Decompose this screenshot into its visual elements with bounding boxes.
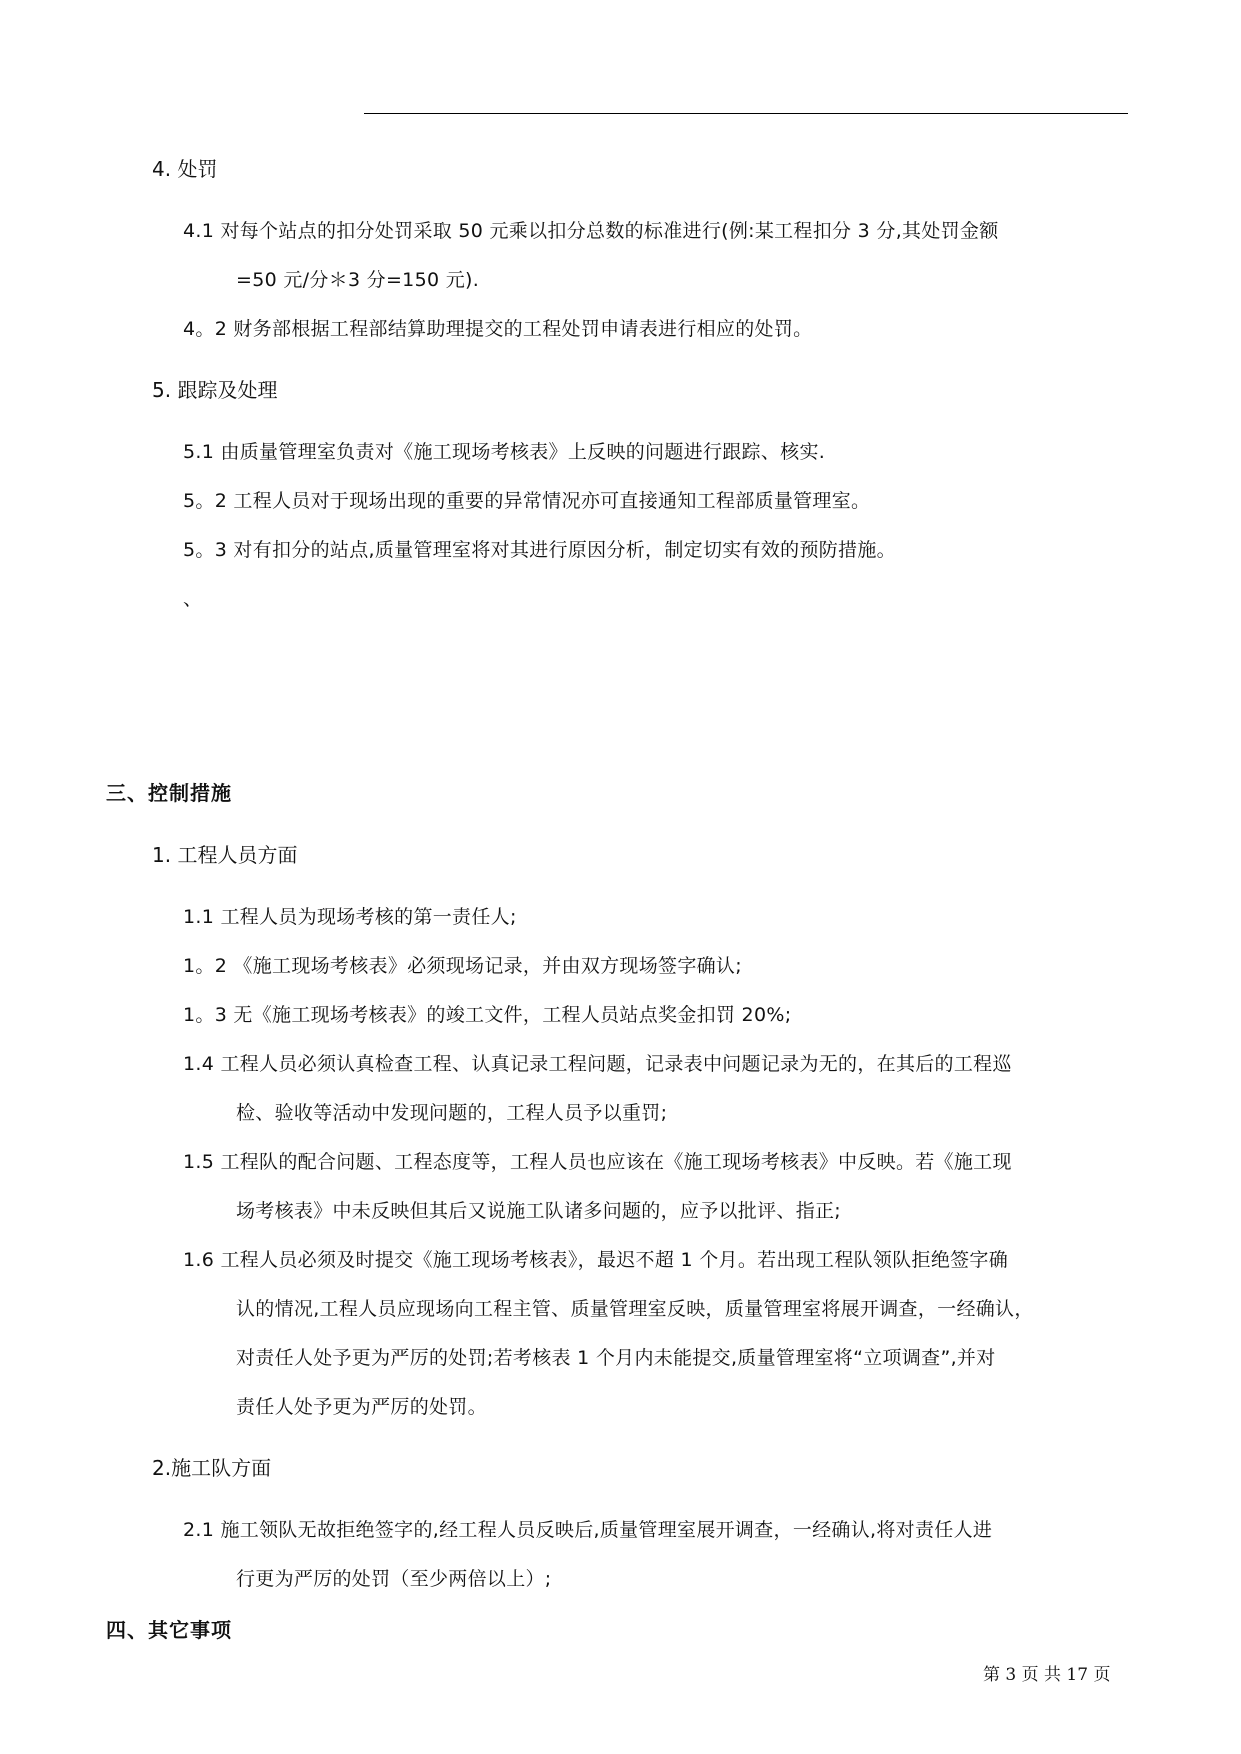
section-c1-heading: 1. 工程人员方面 xyxy=(152,843,298,867)
paragraph-c1-6: 1.6 工程人员必须及时提交《施工现场考核表》，最迟不超 1 个月。若出现工程队领队拒绝签字确 xyxy=(183,1249,1009,1271)
section-4-heading: 4. 处罚 xyxy=(152,157,218,181)
section-c2-heading: 2.施工队方面 xyxy=(152,1456,272,1480)
paragraph-4-1: 4.1 对每个站点的扣分处罚采取 50 元乘以扣分总数的标准进行(例:某工程扣分 3 分,其处罚金额 xyxy=(183,220,999,242)
paragraph-c1-6-cont-3: 责任人处予更为严厉的处罚。 xyxy=(236,1396,487,1418)
paragraph-c1-6-cont-2: 对责任人处予更为严厉的处罚;若考核表 1 个月内未能提交,质量管理室将“立项调查”,并对 xyxy=(236,1347,996,1369)
paragraph-c1-5: 1.5 工程队的配合问题、工程态度等，工程人员也应该在《施工现场考核表》中反映。若《施工现 xyxy=(183,1151,1012,1173)
page-number: 第 3 页 共 17 页 xyxy=(983,1665,1111,1685)
heading-four: 四、其它事项 xyxy=(106,1618,232,1642)
paragraph-5-1: 5.1 由质量管理室负责对《施工现场考核表》上反映的问题进行跟踪、核实. xyxy=(183,441,826,463)
stray-mark: 、 xyxy=(183,588,203,610)
paragraph-c1-2: 1。2 《施工现场考核表》必须现场记录，并由双方现场签字确认; xyxy=(183,955,742,977)
paragraph-c1-6-cont-1: 认的情况,工程人员应现场向工程主管、质量管理室反映，质量管理室将展开调查，一经确认， xyxy=(236,1298,1034,1320)
paragraph-5-2: 5。2 工程人员对于现场出现的重要的异常情况亦可直接通知工程部质量管理室。 xyxy=(183,490,871,512)
paragraph-c1-4: 1.4 工程人员必须认真检查工程、认真记录工程问题，记录表中问题记录为无的，在其后的工程巡 xyxy=(183,1053,1012,1075)
paragraph-c1-5-cont: 场考核表》中未反映但其后又说施工队诸多问题的，应予以批评、指正; xyxy=(236,1200,842,1222)
paragraph-c1-1: 1.1 工程人员为现场考核的第一责任人; xyxy=(183,906,517,928)
heading-three: 三、控制措施 xyxy=(106,781,232,805)
paragraph-4-1-cont: =50 元/分＊3 分=150 元). xyxy=(236,269,480,291)
paragraph-c1-3: 1。3 无《施工现场考核表》的竣工文件，工程人员站点奖金扣罚 20%; xyxy=(183,1004,792,1026)
paragraph-5-3: 5。3 对有扣分的站点,质量管理室将对其进行原因分析，制定切实有效的预防措施。 xyxy=(183,539,896,561)
paragraph-c2-1-cont: 行更为严厉的处罚（至少两倍以上）; xyxy=(236,1568,552,1590)
header-rule xyxy=(364,113,1128,114)
section-5-heading: 5. 跟踪及处理 xyxy=(152,378,278,402)
paragraph-c2-1: 2.1 施工领队无故拒绝签字的,经工程人员反映后,质量管理室展开调查，一经确认,将对责任人进 xyxy=(183,1519,993,1541)
paragraph-4-2: 4。2 财务部根据工程部结算助理提交的工程处罚申请表进行相应的处罚。 xyxy=(183,318,813,340)
paragraph-c1-4-cont: 检、验收等活动中发现问题的，工程人员予以重罚; xyxy=(236,1102,668,1124)
